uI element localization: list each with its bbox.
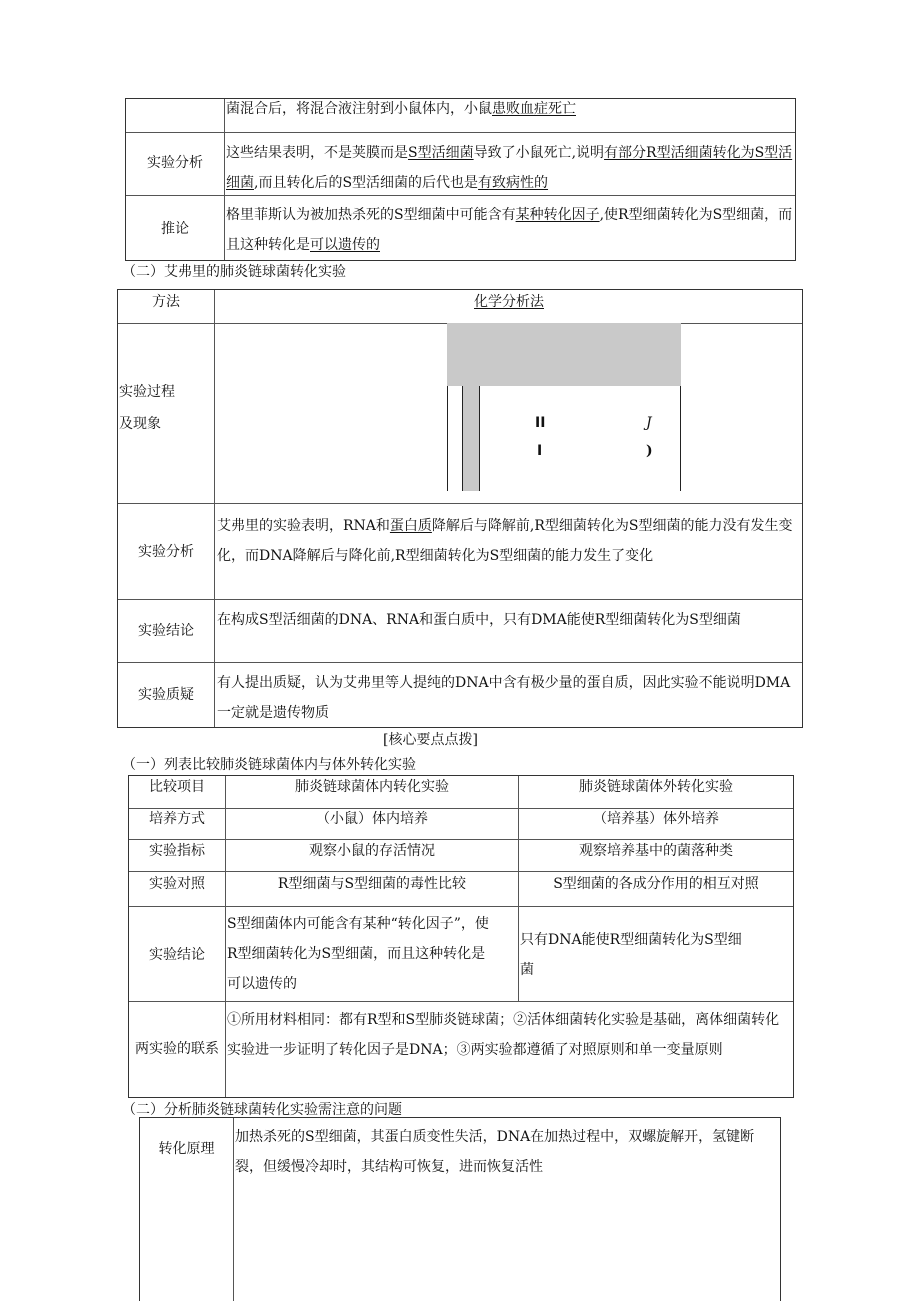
experiment-figure — [447, 323, 682, 493]
row-label-principle: 转化原理 — [158, 1141, 215, 1157]
underlined-text: 蛋白质 — [389, 518, 432, 534]
griffith-inference-text — [226, 200, 794, 260]
row-label-link: 两实验的联系 — [135, 1041, 219, 1057]
underlined-text: 有致病性的 — [478, 175, 549, 191]
label-line: 及现象 — [119, 416, 161, 432]
figure-glyph: J — [646, 415, 652, 431]
figure-glyph: I — [537, 443, 543, 459]
underlined-text: S型活细菌 — [408, 145, 474, 161]
method-value — [216, 287, 802, 317]
header-compare-item: 比较项目 — [149, 779, 205, 795]
cell-in-vivo: S型细菌体内可能含有某种“转化因子”，使R型细菌转化为S型细菌，而且这种转化是可以遗传的 — [227, 916, 489, 992]
row-label-conclusion: 实验结论 — [138, 623, 194, 639]
row-label: 实验对照 — [149, 876, 205, 892]
griffith-result-text — [226, 94, 794, 124]
avery-doubt-text: 有人提出质疑，认为艾弗里等人提纯的DNA中含有极少量的蛋自质，因此实验不能说明DMA一定就是遗传物质 — [217, 675, 791, 721]
header-in-vitro: 肺炎链球菌体外转化实验 — [579, 779, 733, 795]
text: ,而且转化后的S型活细菌的后代也是 — [254, 175, 479, 191]
row-label-process — [119, 376, 213, 440]
cell-in-vitro: 观察培养基中的菌落种类 — [579, 843, 733, 859]
principle-text: 加热杀死的S型细菌，其蛋白质变性失活，DNA在加热过程中，双螺旋解开，氢键断裂，但缓慢冷却时，其结构可恢复，进而恢复活性 — [235, 1129, 755, 1175]
text: 菌混合后，将混合液注射到小鼠体内，小鼠 — [226, 101, 492, 117]
row-label: 培养方式 — [149, 811, 205, 827]
underlined-text: 化学分析法 — [474, 294, 544, 310]
text: ,使R型细菌转化为S型细菌，而且这种转化是 — [226, 207, 793, 253]
text: 降解后与降解前,R型细菌转化为S型细菌的能力没有发生变化，而DNA降解后与降化前,R型细菌转化为S型细菌的能力发生了变化 — [217, 518, 793, 564]
figure-shaded-bar — [462, 386, 480, 491]
cell-in-vivo: R型细菌与S型细菌的毒性比较 — [277, 876, 467, 892]
row-label-inference: 推论 — [161, 221, 189, 237]
row-label-analysis: 实验分析 — [147, 155, 203, 171]
notes-table — [139, 1117, 781, 1301]
label-line: 实验过程 — [119, 384, 175, 400]
underlined-text: 有部分R型活细菌转化为S型活细菌 — [226, 145, 793, 191]
text: 导致了小鼠死亡,说明 — [473, 145, 605, 161]
row-label: 实验指标 — [149, 843, 205, 859]
underlined-text: 某种转化因子 — [515, 207, 600, 223]
row-label: 实验结论 — [149, 947, 205, 963]
header-in-vivo: 肺炎链球菌体内转化实验 — [295, 779, 449, 795]
link-text: ①所用材料相同：都有R型和S型肺炎链球菌；②活体细菌转化实验是基础，离体细菌转化实验进一步证明了转化因子是DNA；③两实验都遵循了对照原则和单一变量原则 — [227, 1012, 780, 1058]
section-heading-compare: （一）列表比较肺炎链球菌体内与体外转化实验 — [122, 757, 416, 773]
comparison-table — [128, 775, 794, 1098]
figure-glyph: II — [535, 415, 546, 431]
griffith-analysis-text — [226, 138, 794, 198]
cell-in-vitro: （培养基）体外培养 — [593, 811, 719, 827]
cell-in-vitro: S型细菌的各成分作用的相互对照 — [553, 876, 759, 892]
figure-shaded-block — [447, 323, 681, 386]
text: 格里菲斯认为被加热杀死的S型细菌中可能含有 — [226, 207, 516, 223]
figure-glyph: ) — [646, 443, 653, 459]
section-heading-notes: （二）分析肺炎链球菌转化实验需注意的问题 — [122, 1102, 402, 1118]
text: 这些结果表明，不是荚膜而是 — [226, 145, 408, 161]
avery-table — [117, 289, 803, 728]
text: 艾弗里的实验表明，RNA和 — [217, 518, 390, 534]
core-points-title: [核心要点点拨] — [383, 732, 478, 748]
avery-analysis-text — [217, 511, 801, 571]
row-label-doubt: 实验质疑 — [138, 687, 194, 703]
underlined-text: 患败血症死亡 — [492, 101, 576, 117]
underlined-text: 可以遗传的 — [310, 237, 380, 253]
cell-in-vitro: 只有DNA能使R型细菌转化为S型细菌 — [520, 932, 742, 978]
row-label-method: 方法 — [152, 294, 180, 310]
avery-conclusion-text: 在构成S型活细菌的DNA、RNA和蛋白质中，只有DMA能使R型细菌转化为S型细菌 — [217, 612, 741, 628]
row-label-analysis: 实验分析 — [138, 544, 194, 560]
griffith-table — [125, 98, 796, 261]
cell-in-vivo: （小鼠）体内培养 — [316, 811, 428, 827]
section-heading-avery: （二）艾弗里的肺炎链球菌转化实验 — [122, 264, 346, 280]
cell-in-vivo: 观察小鼠的存活情况 — [309, 843, 435, 859]
